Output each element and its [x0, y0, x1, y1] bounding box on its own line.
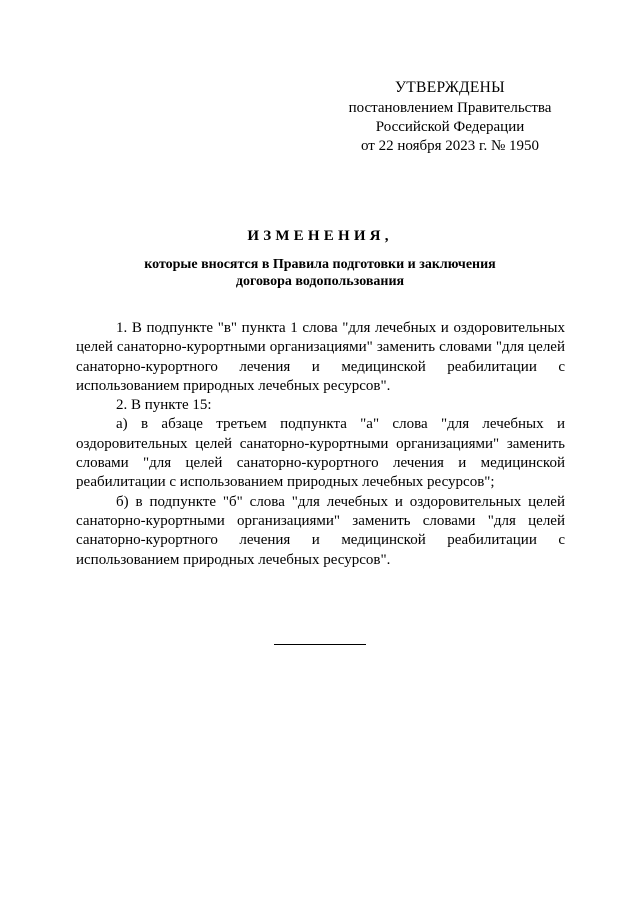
paragraph-item-2a: а) в абзаце третьем подпункта "а" слова "для лечебных и оздоровительных целей санаторно-курортными организациями" заменить словами "для целей санаторно-курортного лечения и медицинской реабилитации с использованием природных лечебных ресурсов";	[76, 416, 565, 491]
subtitle-line: договора водопользования	[235, 274, 405, 289]
document-subtitle	[70, 256, 570, 290]
document-body	[76, 319, 565, 570]
approval-block	[330, 78, 570, 156]
subtitle-line: которые вносятся в Правила подготовки и заключения	[144, 257, 496, 272]
document-title: ИЗМЕНЕНИЯ,	[247, 228, 393, 244]
approval-date-line: от 22 ноября 2023 г. № 1950	[360, 138, 540, 154]
end-separator-line	[274, 644, 366, 645]
document-heading	[70, 226, 570, 290]
approval-line: постановлением Правительства	[348, 100, 552, 116]
approval-line: Российской Федерации	[375, 119, 525, 135]
paragraph-item-1: 1. В подпункте "в" пункта 1 слова "для лечебных и оздоровительных целей санаторно-курортными организациями" заменить словами "для целей санаторно-курортного лечения и медицинской реабилитации с использованием природных лечебных ресурсов".	[76, 320, 565, 394]
paragraph-item-2: 2. В пункте 15:	[116, 397, 212, 414]
approval-title: УТВЕРЖДЕНЫ	[395, 79, 505, 96]
paragraph-item-2b: б) в подпункте "б" слова "для лечебных и оздоровительных целей санаторно-курортными организациями" заменить словами "для целей санаторно-курортного лечения и медицинской реабилитации с использованием природных лечебных ресурсов".	[76, 493, 565, 568]
